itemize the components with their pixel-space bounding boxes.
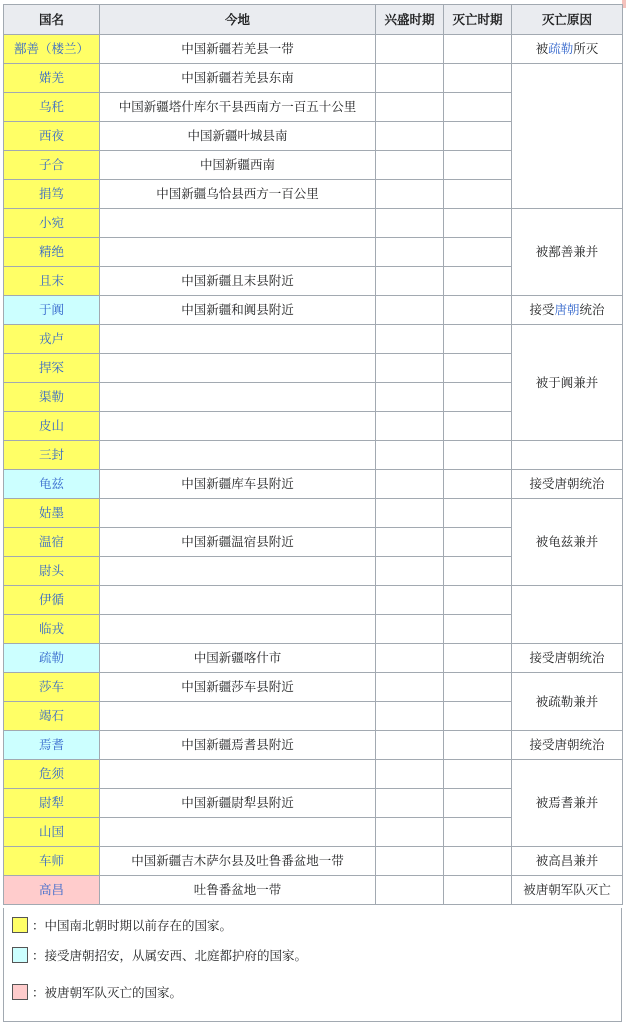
fall-cell: [444, 615, 512, 644]
fall-cell: [444, 557, 512, 586]
fall-cell: [444, 644, 512, 673]
fall-cell: [444, 35, 512, 64]
kingdom-name[interactable]: 鄯善（楼兰）: [4, 35, 100, 64]
table-row: [4, 209, 623, 238]
reason-text-after: 所灭: [573, 41, 599, 56]
header-name[interactable]: 国名: [4, 5, 100, 35]
table-row: [4, 325, 623, 354]
kingdom-name[interactable]: 子合: [4, 151, 100, 180]
kingdom-name[interactable]: 精绝: [4, 238, 100, 267]
kingdom-name[interactable]: 疏勒: [4, 644, 100, 673]
fall-cell: [444, 209, 512, 238]
kingdom-name[interactable]: 温宿: [4, 528, 100, 557]
reason-text: 被: [535, 41, 549, 56]
kingdom-name[interactable]: 高昌: [4, 876, 100, 905]
header-reason[interactable]: 灭亡原因: [512, 5, 623, 35]
reason-cell: [512, 586, 623, 644]
kingdoms-table: [3, 4, 623, 905]
reason-cell: [512, 441, 623, 470]
fall-cell: [444, 586, 512, 615]
color-legend: [3, 908, 622, 1022]
prosperity-cell: [376, 238, 444, 267]
prosperity-cell: [376, 325, 444, 354]
location-cell: [100, 818, 376, 847]
location-cell: 吐鲁番盆地一带: [100, 876, 376, 905]
fall-cell: [444, 470, 512, 499]
location-cell: [100, 383, 376, 412]
location-cell: 中国新疆尉犁县附近: [100, 789, 376, 818]
prosperity-cell: [376, 615, 444, 644]
kingdom-name[interactable]: 乌秅: [4, 93, 100, 122]
kingdom-name[interactable]: 渠勒: [4, 383, 100, 412]
fall-cell: [444, 122, 512, 151]
yellow-swatch: [12, 917, 28, 933]
prosperity-cell: [376, 441, 444, 470]
prosperity-cell: [376, 586, 444, 615]
fall-cell: [444, 383, 512, 412]
kingdom-name[interactable]: 于阗: [4, 296, 100, 325]
fall-cell: [444, 238, 512, 267]
location-cell: 中国新疆若羌县一带: [100, 35, 376, 64]
kingdom-name[interactable]: 戎卢: [4, 325, 100, 354]
kingdom-name[interactable]: 山国: [4, 818, 100, 847]
fall-cell: [444, 499, 512, 528]
location-cell: 中国新疆叶城县南: [100, 122, 376, 151]
legend-text: ：被唐朝军队灭亡的国家。: [32, 985, 183, 1000]
reason-cell: 被龟兹兼并: [512, 499, 623, 586]
fall-cell: [444, 818, 512, 847]
kingdom-name[interactable]: 竭石: [4, 702, 100, 731]
legend-text: ：中国南北朝时期以前存在的国家。: [32, 918, 233, 933]
prosperity-cell: [376, 64, 444, 93]
header-location[interactable]: 今地: [100, 5, 376, 35]
header-fall[interactable]: 灭亡时期: [444, 5, 512, 35]
fall-cell: [444, 789, 512, 818]
table-row: [4, 673, 623, 702]
location-cell: 中国新疆莎车县附近: [100, 673, 376, 702]
table-row: [4, 876, 623, 905]
fall-cell: [444, 441, 512, 470]
prosperity-cell: [376, 354, 444, 383]
reason-cell: 被焉耆兼并: [512, 760, 623, 847]
table-row: [4, 296, 623, 325]
table-row: [4, 760, 623, 789]
reason-cell: 被鄯善兼并: [512, 209, 623, 296]
table-row: [4, 499, 623, 528]
location-cell: [100, 702, 376, 731]
cyan-swatch: [12, 947, 28, 963]
prosperity-cell: [376, 876, 444, 905]
prosperity-cell: [376, 35, 444, 64]
reason-cell: 被于阗兼并: [512, 325, 623, 441]
kingdom-name[interactable]: 小宛: [4, 209, 100, 238]
kingdom-name[interactable]: 且末: [4, 267, 100, 296]
table-row: [4, 644, 623, 673]
reason-cell: 接受唐朝统治: [512, 470, 623, 499]
fall-cell: [444, 673, 512, 702]
fall-cell: [444, 847, 512, 876]
legend-item: [12, 983, 182, 1001]
kingdom-name[interactable]: 捍罙: [4, 354, 100, 383]
location-cell: 中国新疆喀什市: [100, 644, 376, 673]
location-cell: 中国新疆西南: [100, 151, 376, 180]
prosperity-cell: [376, 528, 444, 557]
fall-cell: [444, 354, 512, 383]
prosperity-cell: [376, 644, 444, 673]
fall-cell: [444, 93, 512, 122]
location-cell: 中国新疆乌恰县西方一百公里: [100, 180, 376, 209]
reason-cell: 接受唐朝统治: [512, 731, 623, 760]
prosperity-cell: [376, 412, 444, 441]
location-cell: [100, 412, 376, 441]
location-cell: 中国新疆若羌县东南: [100, 64, 376, 93]
prosperity-cell: [376, 789, 444, 818]
prosperity-cell: [376, 673, 444, 702]
reason-cell: [512, 64, 623, 209]
location-cell: 中国新疆塔什库尔干县西南方一百五十公里: [100, 93, 376, 122]
table-row: [4, 470, 623, 499]
location-cell: [100, 760, 376, 789]
reason-cell: 被高昌兼并: [512, 847, 623, 876]
reason-text: 接受: [529, 302, 555, 317]
fall-cell: [444, 267, 512, 296]
fall-cell: [444, 296, 512, 325]
fall-cell: [444, 64, 512, 93]
location-cell: 中国新疆吉木萨尔县及吐鲁番盆地一带: [100, 847, 376, 876]
location-cell: 中国新疆且末县附近: [100, 267, 376, 296]
prosperity-cell: [376, 122, 444, 151]
fall-cell: [444, 702, 512, 731]
location-cell: [100, 557, 376, 586]
kingdom-name[interactable]: 临戎: [4, 615, 100, 644]
legend-item: [12, 946, 307, 964]
reason-cell: [512, 296, 623, 325]
reason-cell: 被唐朝军队灭亡: [512, 876, 623, 905]
table-row: [4, 586, 623, 615]
kingdom-name[interactable]: 西夜: [4, 122, 100, 151]
reason-cell: 被疏勒兼并: [512, 673, 623, 731]
location-cell: [100, 499, 376, 528]
prosperity-cell: [376, 383, 444, 412]
location-cell: 中国新疆焉耆县附近: [100, 731, 376, 760]
location-cell: [100, 354, 376, 383]
location-cell: 中国新疆库车县附近: [100, 470, 376, 499]
reason-link[interactable]: 唐朝: [554, 302, 580, 317]
legend-text: ：接受唐朝招安，从属安西、北庭都护府的国家。: [32, 948, 308, 963]
kingdom-name[interactable]: 焉耆: [4, 731, 100, 760]
location-cell: [100, 586, 376, 615]
pink-swatch: [12, 984, 28, 1000]
table-row: [4, 441, 623, 470]
kingdom-name[interactable]: 婼羌: [4, 64, 100, 93]
prosperity-cell: [376, 296, 444, 325]
prosperity-cell: [376, 557, 444, 586]
kingdom-name[interactable]: 危须: [4, 760, 100, 789]
kingdom-name[interactable]: 捐笃: [4, 180, 100, 209]
prosperity-cell: [376, 818, 444, 847]
fall-cell: [444, 731, 512, 760]
location-cell: [100, 325, 376, 354]
kingdom-name[interactable]: 三封: [4, 441, 100, 470]
table-row: [4, 64, 623, 93]
fall-cell: [444, 412, 512, 441]
reason-link[interactable]: 疏勒: [548, 41, 574, 56]
prosperity-cell: [376, 702, 444, 731]
table-row: [4, 35, 623, 64]
prosperity-cell: [376, 731, 444, 760]
prosperity-cell: [376, 180, 444, 209]
location-cell: [100, 238, 376, 267]
location-cell: [100, 615, 376, 644]
reason-text-after: 统治: [579, 302, 605, 317]
table-row: [4, 847, 623, 876]
reason-cell: [512, 35, 623, 64]
prosperity-cell: [376, 151, 444, 180]
prosperity-cell: [376, 209, 444, 238]
header-prosperity[interactable]: 兴盛时期: [376, 5, 444, 35]
prosperity-cell: [376, 760, 444, 789]
prosperity-cell: [376, 267, 444, 296]
kingdom-name[interactable]: 皮山: [4, 412, 100, 441]
prosperity-cell: [376, 470, 444, 499]
kingdom-name[interactable]: 莎车: [4, 673, 100, 702]
prosperity-cell: [376, 499, 444, 528]
prosperity-cell: [376, 847, 444, 876]
kingdom-name[interactable]: 车师: [4, 847, 100, 876]
location-cell: 中国新疆温宿县附近: [100, 528, 376, 557]
prosperity-cell: [376, 93, 444, 122]
fall-cell: [444, 180, 512, 209]
kingdom-name[interactable]: 伊循: [4, 586, 100, 615]
legend-item: [12, 916, 232, 934]
fall-cell: [444, 528, 512, 557]
kingdom-name[interactable]: 姑墨: [4, 499, 100, 528]
fall-cell: [444, 325, 512, 354]
reason-cell: 接受唐朝统治: [512, 644, 623, 673]
location-cell: [100, 441, 376, 470]
kingdom-name[interactable]: 尉头: [4, 557, 100, 586]
table-row: [4, 731, 623, 760]
fall-cell: [444, 876, 512, 905]
kingdom-name[interactable]: 尉犁: [4, 789, 100, 818]
fall-cell: [444, 760, 512, 789]
fall-cell: [444, 151, 512, 180]
location-cell: 中国新疆和阗县附近: [100, 296, 376, 325]
table-header-row: [4, 5, 623, 35]
location-cell: [100, 209, 376, 238]
kingdom-name[interactable]: 龟兹: [4, 470, 100, 499]
